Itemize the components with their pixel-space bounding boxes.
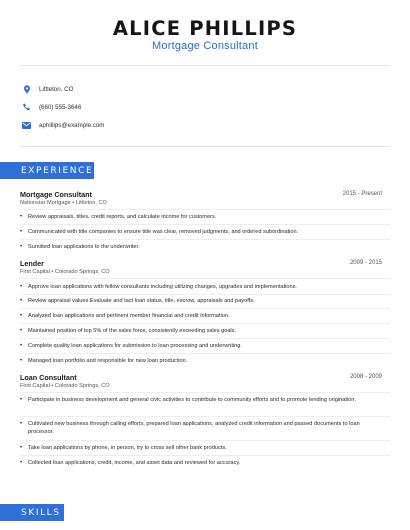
job-dates: 2008 - 2009 xyxy=(349,374,382,380)
bullet-divider xyxy=(20,224,390,225)
bullet-divider xyxy=(20,308,390,309)
bullet-text: Cultivated new business through calling efforts, prepared loan applications, analyzed credit information and passed documents to loan processor. xyxy=(28,421,360,435)
map-pin-icon xyxy=(22,85,31,94)
job-title: Loan Consultant xyxy=(20,373,77,382)
bullet-divider xyxy=(20,455,390,456)
list-item: • Take loan applications by phone, in person, try to cross sell other bank products. xyxy=(20,445,227,451)
job-company: Nationstar Mortgage xyxy=(20,200,71,206)
bullet-text: Managed loan portfolio and responsible for new loan production. xyxy=(28,358,188,364)
list-item: • Maintained position of top 5% of the sales force, consistently exceeding sales goals. xyxy=(20,328,237,334)
job-location: Littleton, CO xyxy=(75,200,107,206)
bullet-text: Review appraisals, titles, credit reports, and calculate income for customers. xyxy=(28,214,217,220)
list-item: • Sumitted loan applications to the underwriter. xyxy=(20,244,140,250)
job-location: Colorado Springs, CO xyxy=(54,383,110,389)
bullet-divider xyxy=(20,440,390,441)
contact-phone xyxy=(22,100,81,114)
bullet-text: Complete quality loan applications for submission to loan processing and underwriting. xyxy=(28,343,242,349)
bullet-text: Communicated with title companies to ensure title was clear, removed judgments, and ordered subordination. xyxy=(28,229,299,235)
section-header-skills: SKILLS xyxy=(0,504,64,521)
bullet-text: Participate in business development and general civic activities to contribute to community efforts and to promote lending origination. xyxy=(28,397,356,403)
job-dates: 2009 - 2015 xyxy=(349,260,382,266)
bullet-divider xyxy=(20,278,390,279)
candidate-title: Mortgage Consultant xyxy=(152,40,258,52)
contact-email[interactable] xyxy=(22,118,104,132)
list-item: • Communicated with title companies to ensure title was clear, removed judgments, and ordered subordination. xyxy=(20,229,299,235)
list-item: • Approve loan applications with fellow consultants including utilizing changes, upgrades and implementations. xyxy=(20,284,297,290)
bullet-text: Analyzed loan applications and pertinent member financial and credit information. xyxy=(28,313,230,319)
header-divider xyxy=(20,65,390,66)
bullet-text: Review appraisal values Evaluate and tact loan status, title, escrow, appraisals and payoffs. xyxy=(28,298,255,304)
job-title: Lender xyxy=(20,259,44,268)
job-company: First Capital xyxy=(20,383,50,389)
bullet-divider xyxy=(20,209,390,210)
list-item: • Review appraisals, titles, credit reports, and calculate income for customers. xyxy=(20,214,217,220)
bullet-divider xyxy=(20,239,390,240)
contact-location-text: Littleton, CO xyxy=(39,85,74,93)
contact-divider xyxy=(20,146,390,147)
list-item: • Participate in business development and general civic activities to contribute to community efforts and to promote lending origination. xyxy=(20,397,356,403)
list-item: • Analyzed loan applications and pertinent member financial and credit information. xyxy=(20,313,230,319)
contact-email-text[interactable]: aphillips@example.com xyxy=(39,121,105,129)
list-item: • Cultivated new business through calling efforts, prepared loan applications, analyzed credit information and passed documents to loan processor. xyxy=(20,421,360,435)
list-item: • Complete quality loan applications for submission to loan processing and underwriting. xyxy=(20,343,242,349)
bullet-divider xyxy=(20,416,390,417)
job-title: Mortgage Consultant xyxy=(20,190,92,199)
list-item: • Collected loan applications, credit, income, and asset data and reviewed for accuracy. xyxy=(20,460,241,466)
contact-location xyxy=(22,82,73,96)
bullet-text: Maintained position of top 5% of the sales force, consistently exceeding sales goals. xyxy=(28,328,237,334)
bullet-divider xyxy=(20,323,390,324)
job-company: First Capital xyxy=(20,269,50,275)
bullet-text: Approve loan applications with fellow consultants including utilizing changes, upgrades and implementations. xyxy=(28,284,297,290)
job-dates: 2015 - Present xyxy=(342,191,382,197)
bullet-divider xyxy=(20,353,390,354)
bullet-divider xyxy=(20,294,390,295)
job-company-line: Nationstar Mortgage • Littleton, CO xyxy=(20,200,107,206)
bullet-divider xyxy=(20,338,390,339)
envelope-icon xyxy=(22,121,31,130)
bullet-text: Sumitted loan applications to the underwriter. xyxy=(28,244,140,250)
job-company-line: First Capital • Colorado Springs, CO xyxy=(20,269,110,275)
bullet-divider xyxy=(20,392,390,393)
candidate-name: ALICE PHILLIPS xyxy=(112,17,298,40)
phone-icon xyxy=(22,103,31,112)
bullet-text: Collected loan applications, credit, income, and asset data and reviewed for accuracy. xyxy=(28,460,241,466)
list-item: • Managed loan portfolio and responsible for new loan production. xyxy=(20,358,188,364)
bullet-text: Take loan applications by phone, in person, try to cross sell other bank products. xyxy=(28,445,227,451)
job-company-line: First Capital • Colorado Springs, CO xyxy=(20,383,110,389)
contact-phone-text: (660) 555-3646 xyxy=(39,103,82,111)
section-header-experience: EXPERIENCE xyxy=(0,162,94,179)
job-location: Colorado Springs, CO xyxy=(54,269,110,275)
list-item: • Review appraisal values Evaluate and tact loan status, title, escrow, appraisals and payoffs. xyxy=(20,298,255,304)
